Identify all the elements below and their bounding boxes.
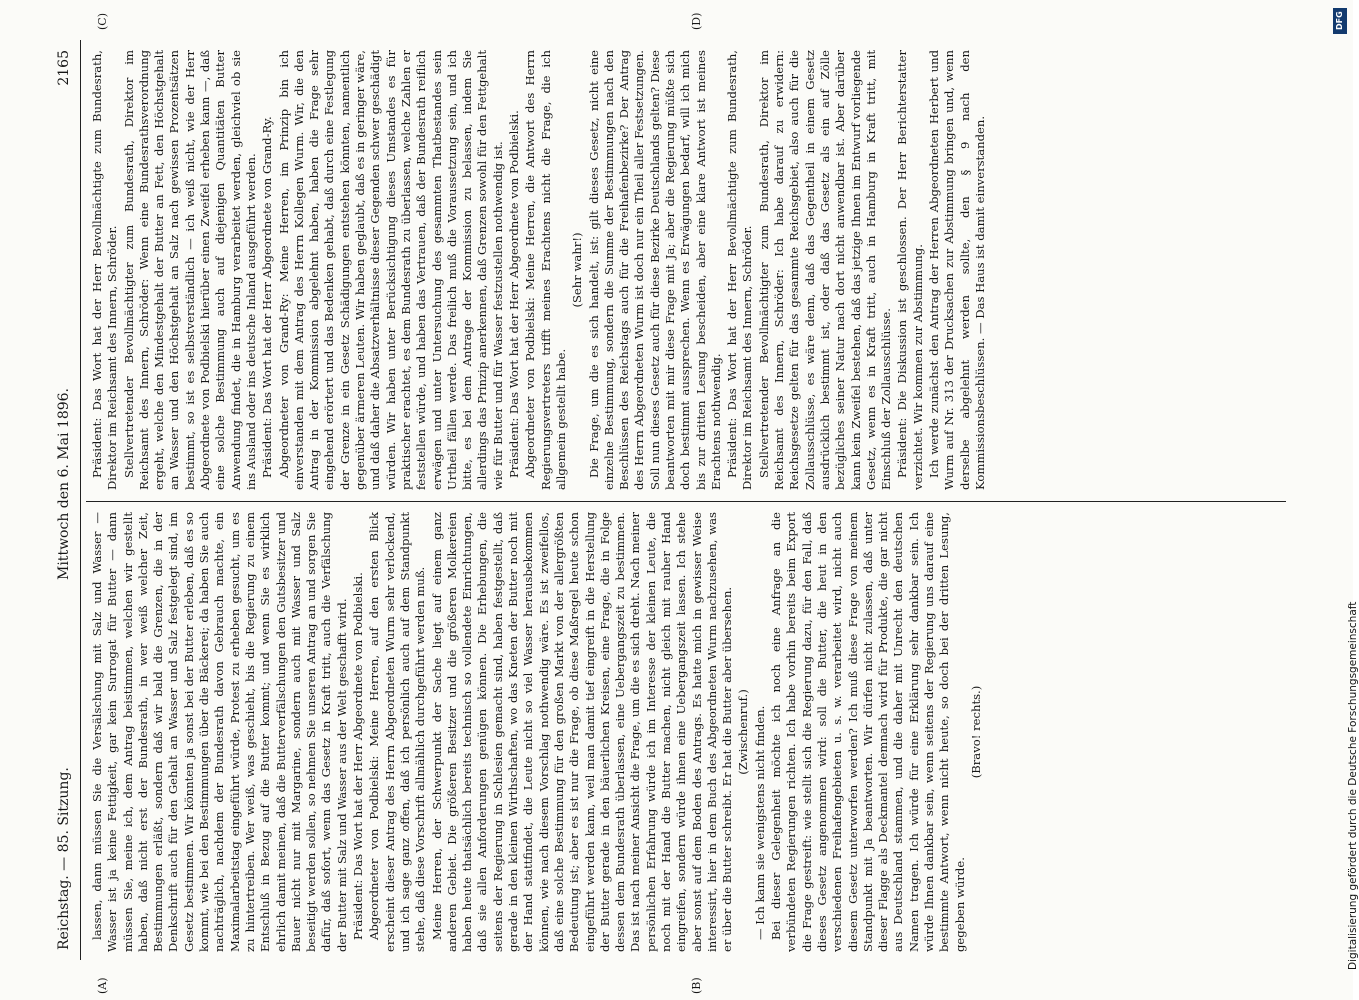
interjection: (Bravo! rechts.) (968, 685, 983, 779)
paragraph: Bei dieser Gelegenheit möchte ich noch eine Anfrage an die verbündeten Regierungen richten. Ich habe vorhin bereits beim Export die Frage gestreift: wie stellt sich die Regierung dazu, für den Fall, daß dieses Gesetz angenommen wird: soll die Butter, die heut in den verschiedenen Freihafengebieten u. s. w. verarbeitet wird, nicht auch diesem Gesetz unterworfen werden? Ich muß diese Frage von meinem Standpunkt mit Ja beantworten. Wir dürfen nicht zulassen, daß unter dieser Flagge als Deckmantel demnach wird für Produkte, die gar nicht aus Deutschland stammen, und die daher mit Unrecht den deutschen Namen tragen. Ich würde für eine Erklärung sehr dankbar sein. Ich würde Ihnen dankbar sein, wenn seitens der Regierung uns darauf eine bestimmte Antwort, wenn nicht heute, so doch bei der dritten Lesung, gegeben würde. (769, 512, 967, 952)
left-column (90, 512, 1290, 952)
margin-mark-d: (D) (690, 12, 703, 30)
paragraph: Präsident: Das Wort hat der Herr Abgeordnete von Podbielski. (507, 110, 522, 478)
rotated-page-content (50, 12, 1300, 994)
paragraph: Abgeordneter von Grand-Ry: Meine Herren, im Prinzip bin ich einverstanden mit dem Antrag des Herrn Kollegen Wurm. Wir, die den Antrag in der Kommission abgelehnt haben, haben die Frage sehr eingehend erörtert und das Bedenken gehabt, daß durch eine Festlegung der Grenze in ein Gesetz Schädigungen entstehen könnten, namentlich gegenüber ärmeren Leuten. Wir haben geglaubt, daß es in geringer wäre, und daß daher die Absatzverhältnisse dieser Gegenden schwer geschädigt würden. Wir haben unter Berücksichtigung dieses Umstandes es für praktischer erachtet, es dem Bundesrath zu überlassen, welche Zahlen er feststellen würde, und haben das Vertrauen, daß der Bundesrath reiflich erwägen und unter Untersuchung des gesammten Thatbestandes sein Urtheil fällen werde. Das freilich muß die Voraussetzung sein, und ich bitte, es bei dem Antrage der Kommission zu belassen, indem Sie allerdings das Prinzip anerkennen, daß Grenzen sowohl für den Fettgehalt wie für Butter und für Wasser festzustellen nothwendig ist. (276, 50, 505, 490)
paragraph: Präsident: Das Wort hat der Herr Abgeordnete von Podbielski. (351, 572, 366, 940)
paragraph: Ich werde zunächst den Antrag der Herren Abgeordneten Herbert und Wurm auf Nr. 313 der Drucksachen zur Abstimmung bringen und, wenn derselbe abgelehnt werden sollte, den § 9 nach den Kommissionsbeschlüssen. — Das Haus ist damit einverstanden. (927, 50, 987, 490)
page-number: 2165 (56, 50, 72, 86)
interjection: (Sehr wahr!) (570, 232, 585, 308)
paragraph: Die Frage, um die es sich handelt, ist: gilt dieses Gesetz, nicht eine einzelne Bestimmung, sondern die Summe der Bestimmungen nach den Beschlüssen des Reichstags auch für die Freihafenbezirke? Der Antrag des Herrn Abgeordneten Wurm ist doch nur ein Theil aller Festsetzungen. Soll nun dieses Gesetz auch für diese Bezirke Deutschlands gelten? Diese beantworten mit mir diese Frage mit Ja; aber die Regierung müßte sich doch bestimmt aussprechen. Wenn es Erwägungen bedarf, will ich mich bis zur dritten Lesung bescheiden, aber eine klare Antwort ist meines Erachtens nothwendig. (586, 50, 723, 490)
dfg-logo-text: DFG (1335, 11, 1344, 30)
digitization-note (1333, 30, 1359, 970)
paragraph: Meine Herren, der Schwerpunkt der Sache liegt auf einem ganz anderen Gebiet. Die größeren Besitzer und die größeren Molkereien haben heute thatsächlich bereits technisch so vollendete Einrichtungen, daß sie allen Anforderungen genügen können. Die Erhebungen, die seitens der Regierung in Schlesien gemacht sind, haben festgestellt, daß gerade in den kleinen Wirthschaften, wo das Kneten der Butter noch mit der Hand stattfindet, die Leute nicht so viel Wasser herausbekommen können, wie nach diesem Vorschlag nothwendig wäre. Es ist zweifellos, daß eine solche Bestimmung für den großen Markt von der allergrößten Bedeutung ist; aber es ist nur die Frage, ob diese Maßregel heute schon eingeführt werden kann, weil man damit tief eingreift in die Herstellung der Butter gerade in den bäuerlichen Kreisen, eine Frage, die in Folge dessen dem Bundesrath überlassen, eine Uebergangszeit zu bestimmen. Das ist nach meiner Ansicht die Frage, um die es sich dreht. Nach meiner persönlichen Erfahrung würde ich im Interesse der kleinen Leute, die noch mit der Hand die Butter machen, nicht gleich mit rauher Hand eingreifen, sondern würde ihnen eine Uebergangszeit lassen. Ich stehe aber sonst auf dem Boden des Antrags. Es hatte mich in gewisser Weise interessirt, hier in dem Buch des Abgeordneten Wurm nachzusehen, was er über die Butter schreibt. Er hat die Butter aber übersehen. (429, 512, 735, 952)
interjection: (Zwischenruf.) (736, 689, 751, 775)
header-session: Reichstag. — 85. Sitzung. (56, 767, 72, 950)
paragraph: — Ich kann sie wenigstens nicht finden. (752, 705, 767, 940)
margin-mark-b: (B) (690, 977, 703, 994)
header-date: Mittwoch den 6. Mai 1896. (56, 388, 72, 580)
right-column (90, 50, 1290, 490)
digitization-note-text: Digitalisierung gefördert durch die Deutsche Forschungsgemeinschaft (1347, 601, 1359, 970)
margin-mark-c: (C) (96, 13, 109, 30)
paragraph: Präsident: Das Wort hat der Herr Abgeordnete von Grand-Ry. (260, 116, 275, 478)
header-rule (80, 40, 81, 960)
dfg-logo (1333, 8, 1347, 34)
margin-mark-a: (A) (96, 977, 109, 994)
paragraph: Stellvertretender Bevollmächtigter zum Bundesrath, Direktor im Reichsamt des Innern, Schröder: Ich habe darauf zu erwidern: Reichsgesetze gelten für das gesammte Reichsgebiet, also auch für die Zollausschlüsse, es wäre denn, daß das Gegentheil in einem Gesetz ausdrücklich bestimmt ist, oder daß das Gesetz als ein auf Zölle bezügliches seiner Natur nach dort nicht anwendbar ist. Aber darüber kann kein Zweifel bestehen, daß das jetzige Ihnen im Entwurf vorliegende Gesetz, wenn es in Kraft tritt, auch in Hamburg in Kraft tritt, mit Einschluß der Zollausschlüsse. (756, 50, 894, 490)
paragraph: Stellvertretender Bevollmächtigter zum Bundesrath, Direktor im Reichsamt des Innern, Schröder: Wenn eine Bundesrathsverordnung ergeht, welche den Mindestgehalt der Butter an Fett, den Höchstgehalt an Wasser und den Höchstgehalt an Salz nach gewissen Prozentsätzen bestimmt, so ist es selbstverständlich — ich weiß nicht, wie der Herr Abgeordnete von Podbielski hierüber einen Zweifel erheben kann —, daß eine solche Bestimmung auch auf diejenigen Quantitäten Butter Anwendung findet, die in Hamburg verarbeitet werden, gleichviel ob sie ins Ausland oder ins deutsche Inland ausgeführt werden. (121, 50, 258, 490)
paragraph: lassen, dann müssen Sie die Versälschung mit Salz und Wasser — Wasser ist ja keine Fettigkeit, gar kein Surrogat für Butter — dann müssen Sie, meine ich, dem Antrag beistimmen, welchen wir gestellt haben, daß nicht erst der Bundesrath, in wer weiß welcher Zeit, Bestimmungen erläßt, sondern daß wir bald die Grenzen, die in der Denkschrift auch für den Gehalt an Wasser und Salz festgelegt sind, im Gesetz bestimmen. Wir könnten ja sonst bei der Butter erleben, daß es so kommt, wie bei den Bestimmungen über die Bäckerei; da haben Sie auch nachträglich, nachdem der Bundesrath davon Gebrauch machte, ein Maximalarbeitstag eingeführt würde, Protest zu erheben gesucht, um es zu hintertreiben. Wer weiß, was geschieht, bis die Regierung zu einem Entschluß in Bezug auf die Butter kommt; und wenn Sie es wirklich ehrlich damit meinen, daß die Butterverfälschungen den Gutsbesitzer und Bauer nicht nur mit Margarine, sondern auch mit Wasser und Salz beseitigt werden sollen, so nehmen Sie unseren Antrag an und sorgen Sie dafür, daß sofort, wenn das Gesetz in Kraft tritt, auch die Verfälschung der Butter mit Salz und Wasser aus der Welt geschafft wird. (90, 512, 349, 952)
paragraph: Präsident: Die Diskussion ist geschlossen. Der Herr Berichterstatter verzichtet. Wir kommen zur Abstimmung. (895, 50, 925, 490)
page-header (50, 40, 78, 960)
paragraph: Abgeordneter von Podbielski: Meine Herren, die Antwort des Herrn Regierungsvertreters trifft meines Erachtens nicht die Frage, die ich allgemein gestellt habe. (523, 50, 568, 490)
paragraph: Abgeordneter von Podbielski: Meine Herren, auf den ersten Blick erscheint dieser Antrag des Herrn Abgeordneten Wurm sehr verlockend, und ich sage ganz offen, daß ich persönlich auch auf dem Standpunkt stehe, daß diese Vorschrift allmählich durchgeführt werden muß. (367, 512, 428, 952)
paragraph: Präsident: Das Wort hat der Herr Bevollmächtigte zum Bundesrath, Direktor im Reichsamt des Innern, Schröder. (90, 50, 120, 490)
column-divider (86, 501, 1286, 502)
paragraph: Präsident: Das Wort hat der Herr Bevollmächtigte zum Bundesrath, Direktor im Reichsamt des Innern, Schröder. (725, 50, 755, 490)
